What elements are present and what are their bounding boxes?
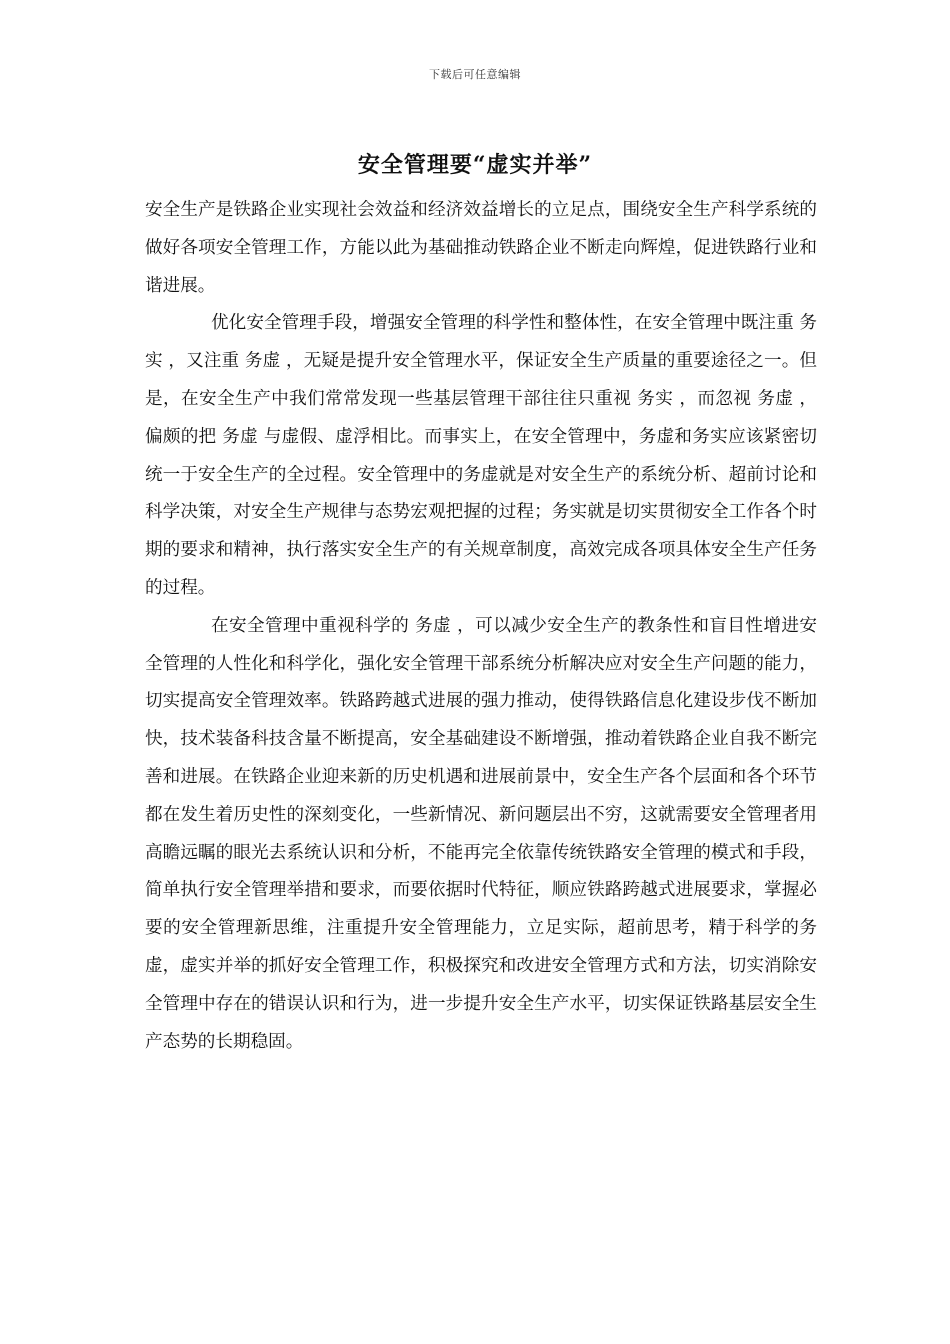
header-note: 下载后可任意编辑	[429, 68, 521, 81]
document-body	[145, 192, 817, 1061]
paragraph-3: 在安全管理中重视科学的 务虚 ，可以减少安全生产的教条性和盲目性增进安全管理的人性化和科学化，强化安全管理干部系统分析解决应对安全生产问题的能力，切实提高安全管理效率。铁路跨越式进展的强力推动，使得铁路信息化建设步伐不断加快，技术装备科技含量不断提高，安全基础建设不断增强，推动着铁路企业自我不断完善和进展。在铁路企业迎来新的历史机遇和进展前景中，安全生产各个层面和各个环节都在发生着历史性的深刻变化，一些新情况、新问题层出不穷，这就需要安全管理者用高瞻远瞩的眼光去系统认识和分析，不能再完全依靠传统铁路安全管理的模式和手段，简单执行安全管理举措和要求，而要依据时代特征，顺应铁路跨越式进展要求，掌握必要的安全管理新思维，注重提升安全管理能力，立足实际，超前思考，精于科学的务虚，虚实并举的抓好安全管理工作，积极探究和改进安全管理方式和方法，切实消除安全管理中存在的错误认识和行为，进一步提升安全生产水平，切实保证铁路基层安全生产态势的长期稳固。	[145, 615, 817, 1052]
paragraph-1: 安全生产是铁路企业实现社会效益和经济效益增长的立足点，围绕安全生产科学系统的做好各项安全管理工作，方能以此为基础推动铁路企业不断走向辉煌，促进铁路行业和谐进展。	[145, 200, 817, 296]
document-title: 安全管理要“虚实并举”	[357, 152, 593, 178]
paragraph-2: 优化安全管理手段，增强安全管理的科学性和整体性，在安全管理中既注重 务实 ，又注重 务虚 ，无疑是提升安全管理水平，保证安全生产质量的重要途径之一。但是，在安全生产中我们常常发现一些基层管理干部往往只重视 务实 ，而忽视 务虚 ，偏颇的把 务虚 与虚假、虚浮相比。而事实上，在安全管理中，务虚和务实应该紧密切统一于安全生产的全过程。安全管理中的务虚就是对安全生产的系统分析、超前讨论和科学决策，对安全生产规律与态势宏观把握的过程；务实就是切实贯彻安全工作各个时期的要求和精神，执行落实安全生产的有关规章制度，高效完成各项具体安全生产任务的过程。	[145, 313, 817, 598]
